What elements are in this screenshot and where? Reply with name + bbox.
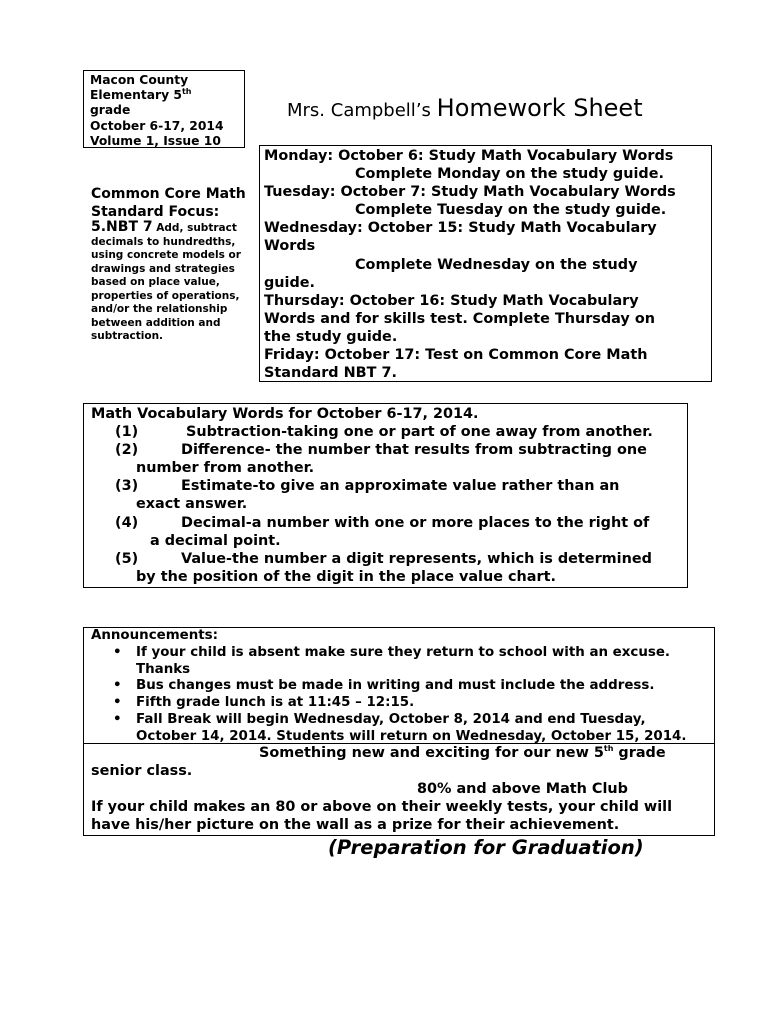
vocabulary-definition-line2: number from another. (136, 460, 315, 477)
vocabulary-list (91, 423, 680, 586)
schedule-line: Wednesday: October 15: Study Math Vocabulary (264, 220, 657, 237)
schedule-line: Friday: October 17: Test on Common Core Math (264, 347, 648, 364)
homework-schedule (259, 145, 712, 382)
vocabulary-number: (3) (115, 478, 139, 495)
schedule-line: the study guide. (264, 328, 398, 345)
grade-superscript: th (181, 87, 192, 97)
vocabulary-definition-line1: Difference- the number that results from subtracting one (181, 442, 647, 459)
title-prefix: Mrs. Campbell’s (287, 100, 437, 121)
vocabulary-heading: Math Vocabulary Words for October 6-17, 2014. (91, 406, 479, 422)
vocabulary-number: (4) (115, 514, 139, 531)
schedule-line: Complete Monday on the study guide. (355, 166, 664, 183)
schedule-line: Monday: October 6: Study Math Vocabulary Words (264, 148, 674, 164)
announcements-box (83, 627, 715, 744)
announcement-line2: Thanks (136, 661, 191, 677)
vocabulary-definition-line1: Decimal-a number with one or more places to the right of (181, 514, 650, 531)
schedule-line: Complete Tuesday on the study guide. (355, 202, 667, 219)
title-main: Homework Sheet (436, 94, 643, 122)
standard-code: 5.NBT 7 (91, 219, 153, 235)
bullet-icon: • (113, 711, 122, 727)
announcement-line1: Fifth grade lunch is at 11:45 – 12:15. (136, 695, 415, 711)
schedule-line: guide. (264, 274, 316, 291)
announcement-item (91, 712, 707, 746)
vocabulary-definition-line1: Value-the number a digit represents, which is determined (181, 550, 652, 567)
schedule-line: Words and for skills test. Complete Thursday on (264, 310, 655, 327)
vocabulary-number: (2) (115, 442, 139, 459)
page-title (287, 94, 643, 122)
focus-heading-line1: Common Core Math (91, 186, 246, 202)
announcement-line1: If your child is absent make sure they return to school with an excuse. (136, 644, 671, 660)
volume-issue: Volume 1, Issue 10 (90, 133, 221, 148)
focus-heading-line2: Standard Focus: (91, 203, 220, 220)
announcements-list (91, 645, 707, 746)
club-description-line1: If your child makes an 80 or above on their weekly tests, your child will (91, 799, 673, 816)
club-intro-line2: senior class. (91, 763, 193, 780)
announcement-item (91, 695, 707, 712)
vocabulary-definition-line1: Subtraction-taking one or part of one away from another. (186, 424, 653, 441)
announcement-line1: Bus changes must be made in writing and must include the address. (136, 678, 655, 694)
vocabulary-definition-line2: exact answer. (136, 496, 248, 513)
vocabulary-box (83, 403, 688, 588)
vocabulary-item (91, 514, 680, 550)
standard-focus (91, 186, 251, 344)
grade-label: grade (90, 103, 131, 118)
vocabulary-item (91, 441, 680, 477)
club-intro-superscript: th (603, 744, 614, 754)
focus-text-rest: decimals to hundredths, using concrete models or drawings and strategies based on place value, properties of operations, and/or the relationship between addition and subtraction. (91, 235, 241, 342)
vocabulary-item (91, 550, 680, 586)
club-name: 80% and above Math Club (417, 781, 628, 798)
focus-text-first: Add, subtract (152, 222, 237, 234)
focus-description (91, 221, 251, 344)
announcement-item (91, 678, 707, 695)
vocabulary-item (91, 477, 680, 513)
schedule-line: Standard NBT 7. (264, 365, 397, 382)
graduation-tagline: (Preparation for Graduation) (328, 836, 644, 859)
vocabulary-definition-line2: a decimal point. (150, 532, 281, 549)
bullet-icon: • (113, 695, 122, 711)
announcement-line2: October 14, 2014. Students will return on Wednesday, October 15, 2014. (136, 728, 687, 744)
schedule-line: Thursday: October 16: Study Math Vocabulary (264, 292, 639, 309)
school-name-line2: Elementary 5th (90, 87, 192, 103)
vocabulary-definition-line1: Estimate-to give an approximate value rather than an (181, 478, 620, 495)
announcement-line1: Fall Break will begin Wednesday, October 8, 2014 and end Tuesday, (136, 711, 646, 727)
vocabulary-item (91, 423, 680, 441)
schedule-line: Complete Wednesday on the study (355, 256, 638, 273)
club-description-line2: have his/her picture on the wall as a prize for their achievement. (91, 817, 620, 834)
schedule-lines (264, 147, 707, 382)
vocabulary-number: (5) (115, 550, 139, 567)
school-name-line1: Macon County (90, 73, 189, 87)
math-club-box (83, 743, 715, 836)
announcement-item (91, 645, 707, 679)
bullet-icon: • (113, 644, 122, 660)
vocabulary-number: (1) (115, 424, 139, 441)
bullet-icon: • (113, 678, 122, 694)
announcements-heading: Announcements: (91, 628, 219, 643)
schedule-line: Tuesday: October 7: Study Math Vocabulary Words (264, 184, 676, 201)
newsletter-info-box (83, 70, 245, 148)
schedule-line: Words (264, 238, 316, 255)
vocabulary-definition-line2: by the position of the digit in the place value chart. (136, 568, 556, 585)
issue-dates: October 6-17, 2014 (90, 118, 224, 133)
club-intro: Something new and exciting for our new 5th grade (259, 744, 666, 761)
